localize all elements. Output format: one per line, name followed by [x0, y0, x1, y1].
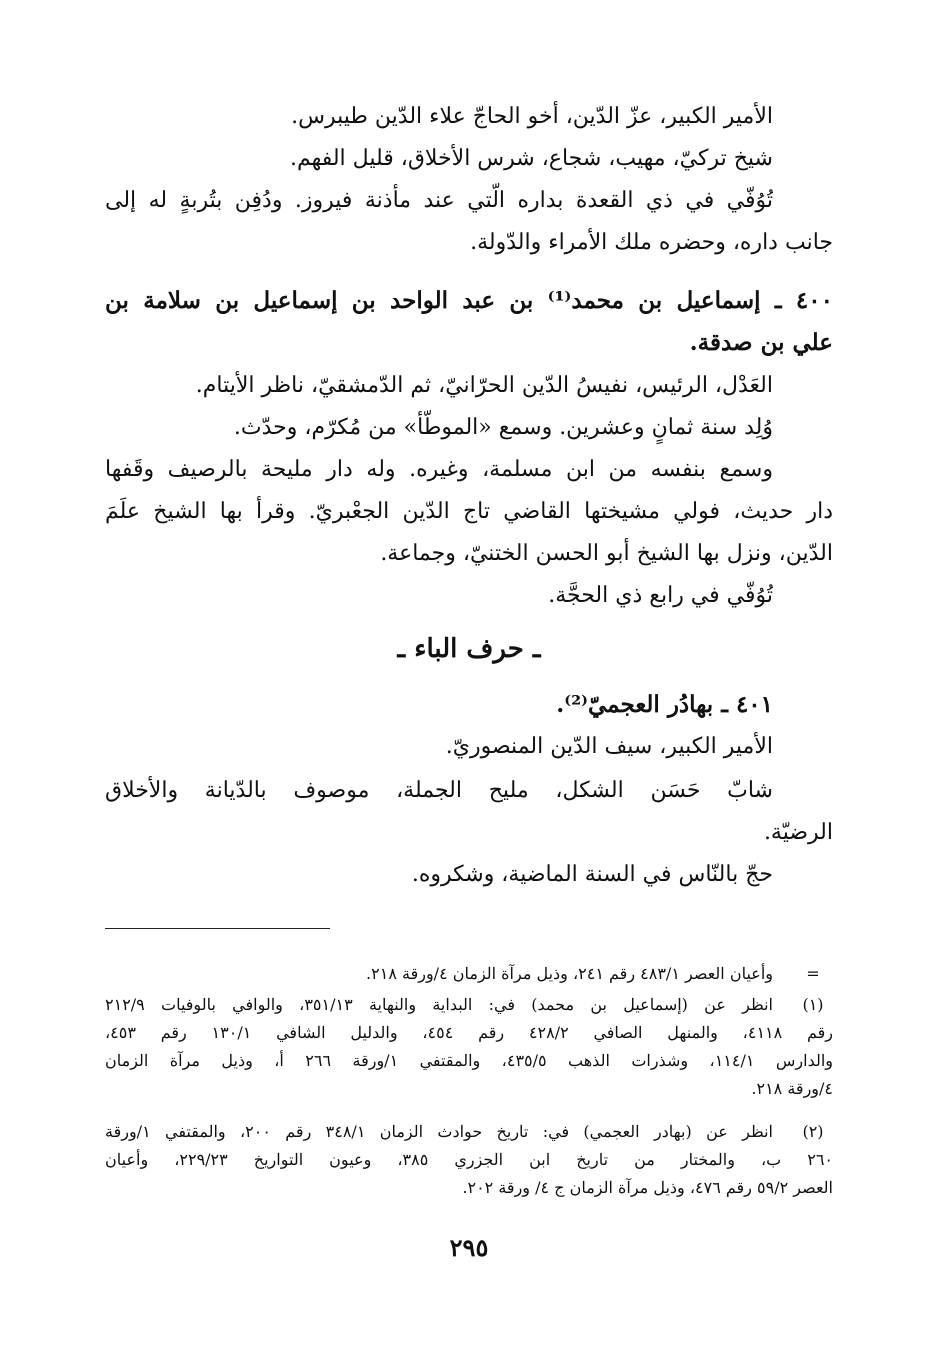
body-line-11: الدّين، ونزل بها الشيخ أبو الحسن الختنيّ، وجماعة. — [380, 541, 833, 566]
page-number: ٢٩٥ — [449, 1233, 489, 1262]
footnote-2-line-2: ٢٦٠ ب، والمختار من تاريخ ابن الجزري ٣٨٥، وعيون التواريخ ٢٢٩/٢٣، وأعيان — [105, 1150, 833, 1169]
body-line-7: العَدْل، الرئيس، نفيسُ الدّين الحرّانيّ، ثم الدّمشقيّ، ناظر الأيتام. — [195, 373, 773, 398]
footnote-separator — [105, 928, 330, 929]
footnote-2-line-3: العصر ٥٩/٢ رقم ٤٧٦، وذيل مرآة الزمان ج ٤/ ورقة ٢٠٢. — [462, 1178, 833, 1197]
body-line-9: وسمع بنفسه من ابن مسلمة، وغيره. وله دار مليحة بالرصيف وقَفها — [105, 457, 773, 482]
footnote-2-line-1: انظر عن (بهادر العجمي) في: تاريخ حوادث الزمان ٣٤٨/١ رقم ٢٠٠، والمقتفي ١/ورقة — [105, 1122, 773, 1141]
body-line-4: جانب داره، وحضره ملك الأمراء والدّولة. — [470, 230, 833, 255]
body-line-18: حجّ بالنّاس في السنة الماضية، وشكروه. — [411, 862, 773, 887]
footnote-1-line-4: ٤/ورقة ٢١٨. — [751, 1079, 833, 1098]
body-line-15: الأمير الكبير، سيف الدّين المنصوريّ. — [445, 734, 773, 759]
body-line-2: شيخ تركيّ، مهيب، شجاع، شرس الأخلاق، قليل الفهم. — [289, 146, 773, 171]
body-line-3: تُوُفّي في ذي القعدة بداره الّتي عند مأذنة فيروز. ودُفِن بتُربةٍ له إلى — [105, 188, 773, 213]
body-line-10: دار حديث، فولي مشيختها القاضي تاج الدّين الجعْبريّ. وقرأ بها الشيخ علَمَ — [105, 499, 833, 524]
footnote-continuation: وأعيان العصر ٤٨٣/١ رقم ٢٤١، وذيل مرآة الزمان ٤/ورقة ٢١٨. — [366, 964, 773, 983]
footnote-2-mark: (٢) — [802, 1122, 824, 1141]
section-heading-ba: ـ حرف الباء ـ — [397, 634, 541, 664]
footnote-1-line-3: والدارس ١١٤/١، وشذرات الذهب ٤٣٥/٥، والمقتفي ١/ورقة ٢٦٦ أ، وذيل مرآة الزمان — [105, 1051, 833, 1070]
body-line-8: وُلِد سنة ثمانٍ وعشرين. وسمع «الموطّأ» من مُكرّم، وحدّث. — [233, 415, 773, 440]
entry-400-heading-cont: علي بن صدقة. — [689, 329, 833, 356]
entry-401-heading: ٤٠١ ـ بهادُر العجميّ⁽²⁾. — [556, 691, 773, 718]
body-line-16: شابّ حَسَن الشكل، مليح الجملة، موصوف بالدّيانة والأخلاق — [105, 778, 773, 803]
footnote-1-mark: (١) — [802, 995, 824, 1014]
footnote-1-line-2: رقم ٤١١٨، والمنهل الصافي ٤٢٨/٢ رقم ٤٥٤، والدليل الشافي ١٣٠/١ رقم ٤٥٣، — [105, 1023, 833, 1042]
body-line-17: الرضيّة. — [763, 820, 833, 845]
entry-400-heading: ٤٠٠ ـ إسماعيل بن محمد⁽¹⁾ بن عبد الواحد بن إسماعيل بن سلامة بن — [105, 287, 833, 314]
footnote-continuation-mark: = — [806, 964, 820, 983]
body-line-1: الأمير الكبير، عزّ الدّين، أخو الحاجّ علاء الدّين طيبرس. — [291, 104, 773, 129]
footnote-1-line-1: انظر عن (إسماعيل بن محمد) في: البداية والنهاية ٣٥١/١٣، والوافي بالوفيات ٢١٢/٩ — [105, 995, 773, 1014]
body-line-12: تُوُفّي في رابع ذي الحجَّة. — [548, 583, 773, 608]
